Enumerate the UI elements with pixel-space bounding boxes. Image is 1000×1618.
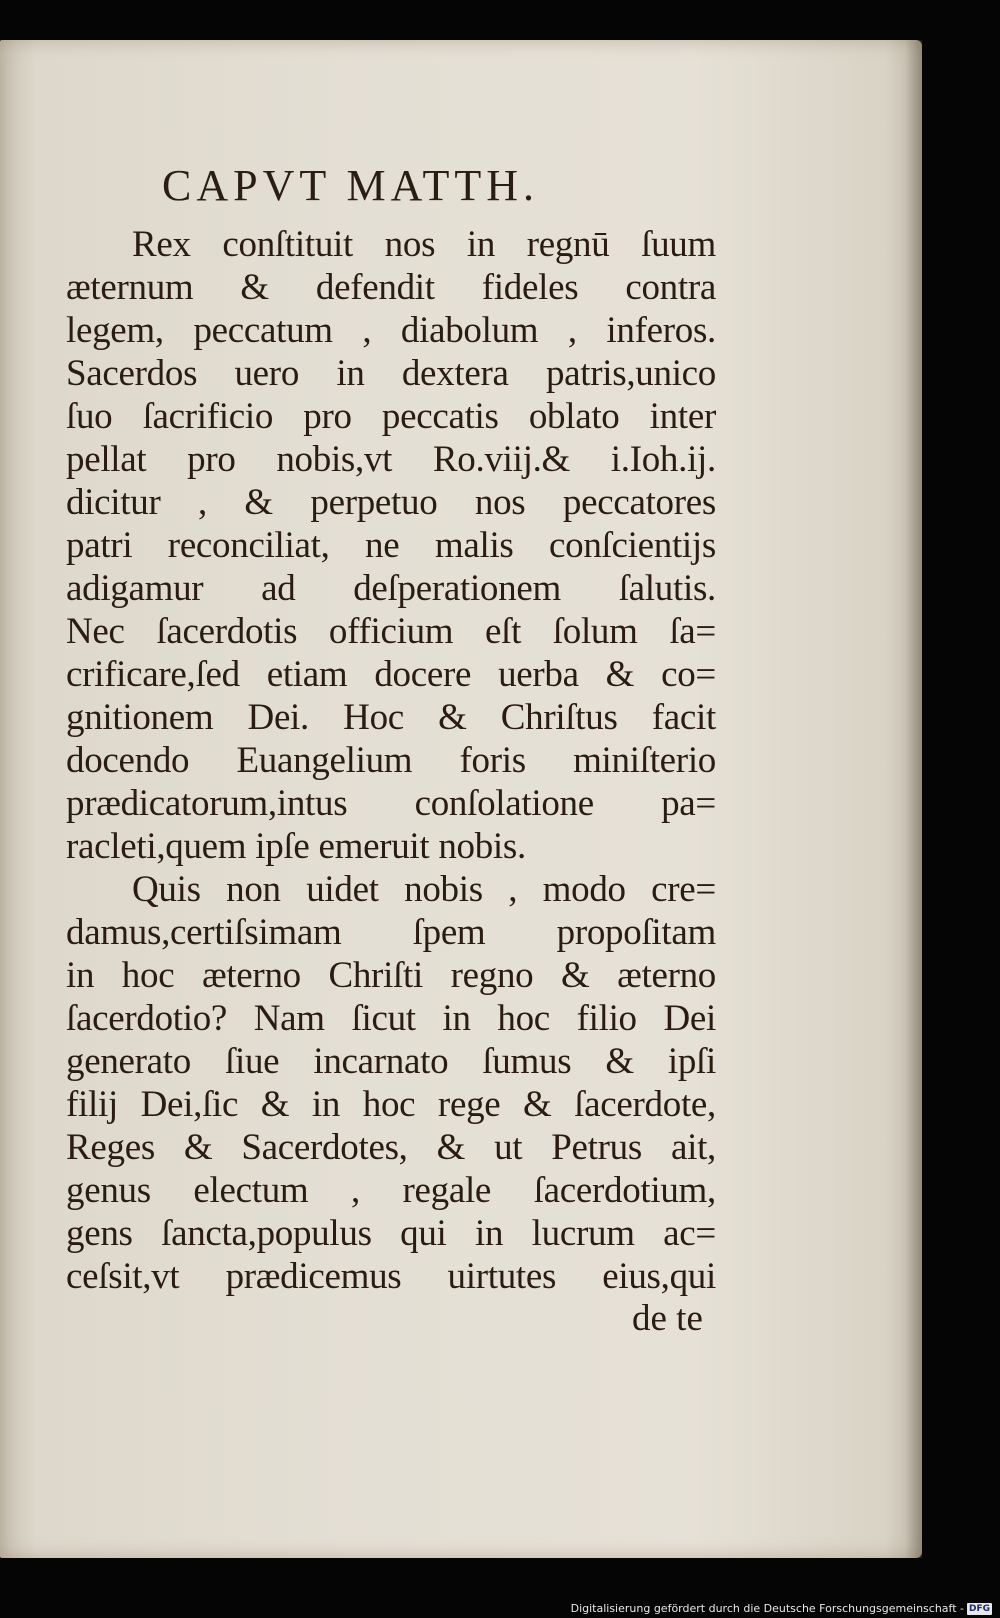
text-line: racleti,quem ipſe emeruit nobis. (66, 826, 526, 867)
text-line: ſacerdotio? Nam ſicut in hoc filio Dei (66, 998, 716, 1039)
text-line: Nec ſacerdotis officium eſt ſolum ſa= (66, 611, 716, 652)
text-line: ceſsit,vt prædicemus uirtutes eius,qui (66, 1256, 716, 1297)
text-line: pellat pro nobis,vt Ro.viij.& i.Ioh.ij. (66, 439, 716, 480)
text-line: gens ſancta,populus qui in lucrum ac= (66, 1213, 716, 1254)
text-line: Rex conſtituit nos in regnū ſuum (132, 224, 716, 265)
text-line: æternum & defendit fideles contra (66, 267, 716, 308)
text-line: Reges & Sacerdotes, & ut Petrus ait, (66, 1127, 716, 1168)
dfg-logo: DFG (968, 1603, 990, 1614)
text-line: patri reconciliat, ne malis conſcientijs (66, 525, 716, 566)
text-line: crificare,ſed etiam docere uerba & co= (66, 654, 716, 695)
text-line: Sacerdos uero in dextera patris,unico (66, 353, 716, 394)
text-line: Quis non uidet nobis , modo cre= (132, 869, 716, 910)
text-line: damus,certiſsimam ſpem propoſitam (66, 912, 716, 953)
text-line: in hoc æterno Chriſti regno & æterno (66, 955, 716, 996)
body-text (66, 223, 716, 1298)
text-line: legem, peccatum , diabolum , inferos. (66, 310, 716, 351)
text-line: dicitur , & perpetuo nos peccatores (66, 482, 716, 523)
credit-text: Digitalisierung gefördert durch die Deutsche Forschungsgemeinschaft - (570, 1602, 964, 1615)
text-line: prædicatorum,intus conſolatione pa= (66, 783, 716, 824)
text-line: generato ſiue incarnato ſumus & ipſi (66, 1041, 716, 1082)
text-line: adigamur ad deſperationem ſalutis. (66, 568, 716, 609)
digitization-credit (571, 1602, 992, 1615)
running-header: CAPVT MATTH. (162, 161, 540, 210)
text-line: genus electum , regale ſacerdotium, (66, 1170, 716, 1211)
text-line: ſuo ſacrificio pro peccatis oblato inter (66, 396, 716, 437)
catchword: de te (632, 1298, 703, 1339)
text-line: filij Dei,ſic & in hoc rege & ſacerdote, (66, 1084, 716, 1125)
text-line: gnitionem Dei. Hoc & Chriſtus facit (66, 697, 716, 738)
text-line: docendo Euangelium foris miniſterio (66, 740, 716, 781)
